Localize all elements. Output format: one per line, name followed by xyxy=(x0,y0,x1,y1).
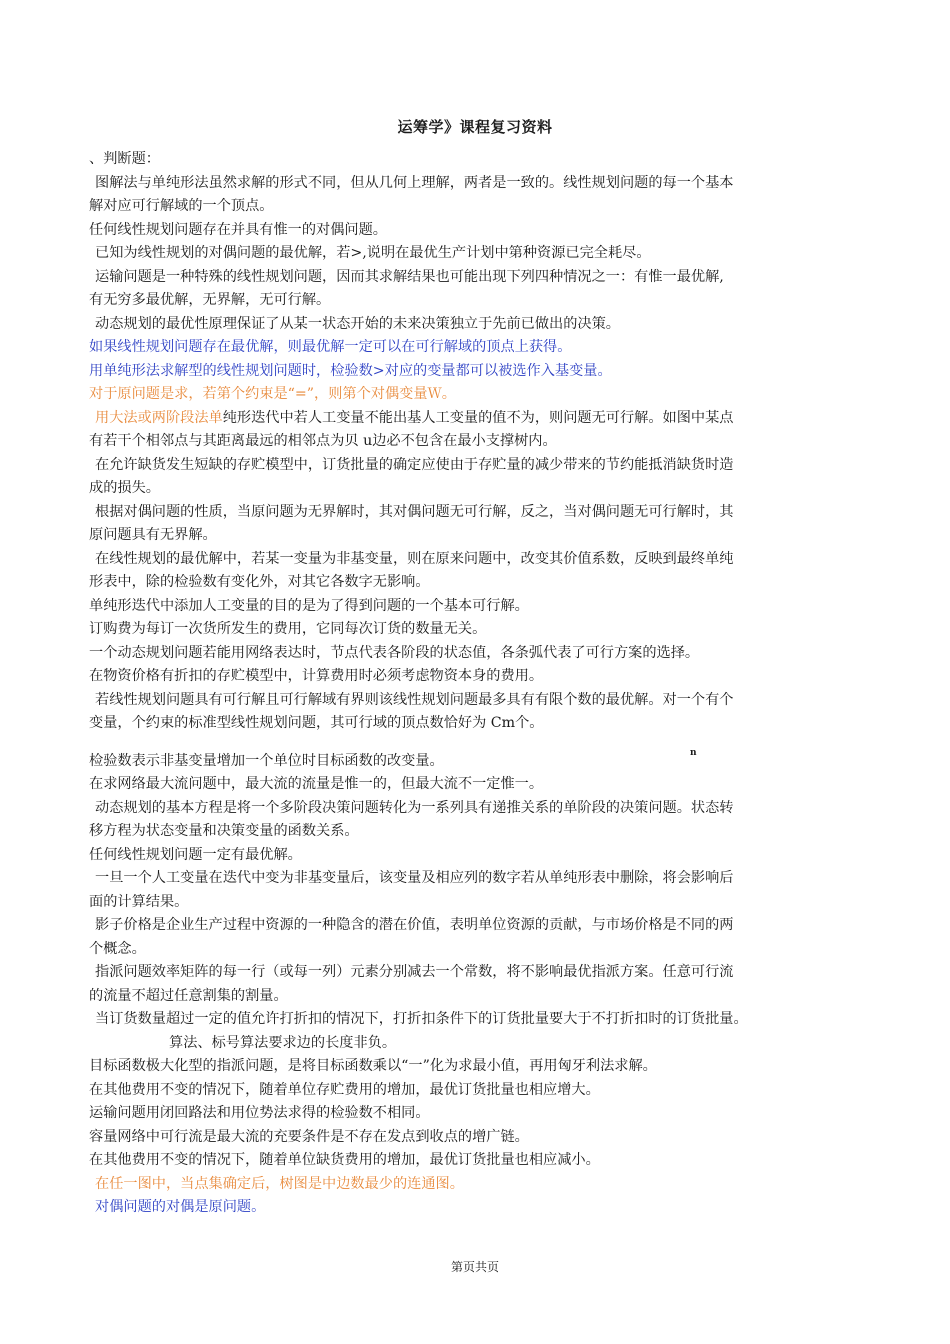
text-line: 订购费为每订一次货所发生的费用，它同每次订货的数量无关。 xyxy=(89,621,487,637)
document-body xyxy=(89,148,869,1220)
text-line: 目标函数极大化型的指派问题，是将目标函数乘以“一”化为求最小值，再用匈牙利法求解。 xyxy=(89,1058,657,1074)
text-line: 有若干个相邻点与其距离最远的相邻点为贝 u边必不包含在最小支撑树内。 xyxy=(89,433,557,449)
highlight-line-blue: 用单纯形法求解型的线性规划问题时，检验数>对应的变量都可以被选作入基变量。 xyxy=(89,362,612,379)
text-line: 单纯形迭代中添加人工变量的目的是为了得到问题的一个基本可行解。 xyxy=(89,597,529,614)
text-line: 若线性规划问题具有可行解且可行解域有界则该线性规划问题最多具有有限个数的最优解。对一个有个 xyxy=(95,691,734,708)
text-line: 当订货数量超过一定的值允许打折扣的情况下，打折扣条件下的订货批量要大于不打折扣时的订货批量。 xyxy=(95,1011,748,1027)
text-line: 检验数表示非基变量增加一个单位时目标函数的改变量。 xyxy=(89,752,444,769)
text-line: 在求网络最大流问题中，最大流的流量是惟一的，但最大流不一定惟一。 xyxy=(89,776,544,792)
page-title: 运筹学》课程复习资料 xyxy=(397,118,553,136)
orange-prefix: 用大法或两阶段法单 xyxy=(95,409,223,426)
spacer xyxy=(89,736,869,750)
text-line: 容量网络中可行流是最大流的充要条件是不存在发点到收点的增广链。 xyxy=(89,1128,529,1145)
text-line: 影子价格是企业生产过程中资源的一种隐含的潜在价值，表明单位资源的贡献，与市场价格是不同的两 xyxy=(95,917,734,933)
text-line: 动态规划的最优性原理保证了从某一状态开始的未来决策独立于先前已做出的决策。 xyxy=(95,315,620,332)
text-line: 任何线性规划问题存在并具有惟一的对偶问题。 xyxy=(89,221,387,238)
text-line: 在物资价格有折扣的存贮模型中，计算费用时必须考虑物资本身的费用。 xyxy=(89,668,544,684)
text-line: 面的计算结果。 xyxy=(89,893,189,910)
highlight-line-blue: 如果线性规划问题存在最优解，则最优解一定可以在可行解域的顶点上获得。 xyxy=(89,339,572,355)
line-rest: 纯形迭代中若人工变量不能出基人工变量的值不为，则问题无可行解。如图中某点 xyxy=(222,409,734,426)
text-line: 在线性规划的最优解中，若某一变量为非基变量，则在原来问题中，改变其价值系数，反映到最终单纯 xyxy=(95,550,734,567)
page-footer: 第页共页 xyxy=(450,1260,499,1274)
text-line: 解对应可行解域的一个顶点。 xyxy=(89,198,274,214)
highlight-line-orange: 对于原问题是求，若第个约束是“=”，则第个对偶变量Ｗ。 xyxy=(89,386,456,402)
text-line: 的流量不超过任意割集的割量。 xyxy=(89,987,288,1004)
text-line: 图解法与单纯形法虽然求解的形式不同，但从几何上理解，两者是一致的。线性规划问题的每一个基本 xyxy=(95,174,734,191)
section-heading: 、判断题： xyxy=(89,151,160,167)
text-line: 已知为线性规划的对偶问题的最优解，若>,说明在最优生产计划中第种资源已完全耗尽。 xyxy=(95,245,651,261)
text-line: 指派问题效率矩阵的每一行（或每一列）元素分别减去一个常数，将不影响最优指派方案。任意可行流 xyxy=(95,964,734,980)
text-line: 变量，个约束的标准型线性规划问题，其可行域的顶点数恰好为 Cm个。 xyxy=(89,715,544,731)
text-line: 在其他费用不变的情况下，随着单位存贮费用的增加，最优订货批量也相应增大。 xyxy=(89,1081,600,1098)
text-line: 个概念。 xyxy=(89,940,146,957)
text-line: 一个动态规划问题若能用网络表达时，节点代表各阶段的状态值，各条弧代表了可行方案的选择。 xyxy=(89,644,700,661)
text-line: 动态规划的基本方程是将一个多阶段决策问题转化为一系列具有递推关系的单阶段的决策问题。状态转 xyxy=(95,799,734,816)
text-line: 任何线性规划问题一定有最优解。 xyxy=(89,846,302,863)
text-line: 有无穷多最优解，无界解，无可行解。 xyxy=(89,292,331,308)
text-line: 运输问题是一种特殊的线性规划问题，因而其求解结果也可能出现下列四种情况之一：有惟一最优解, xyxy=(95,268,724,285)
text-line: 运输问题用闭回路法和用位势法求得的检验数不相同。 xyxy=(89,1105,430,1121)
highlight-line-blue: 对偶问题的对偶是原问题。 xyxy=(95,1199,266,1215)
text-line: 形表中，除的检验数有变化外，对其它各数字无影响。 xyxy=(89,574,430,590)
text-line: 算法、标号算法要求边的长度非负。 xyxy=(169,1034,397,1051)
text-line: 原问题具有无界解。 xyxy=(89,527,217,543)
text-line-mixed xyxy=(89,407,869,431)
text-line: 移方程为状态变量和决策变量的函数关系。 xyxy=(89,823,359,839)
text-line: 在允许缺货发生短缺的存贮模型中，订货批量的确定应使由于存贮量的减少带来的节约能抵消缺货时造 xyxy=(95,456,734,473)
text-line: 一旦一个人工变量在迭代中变为非基变量后，该变量及相应列的数字若从单纯形表中删除，将会影响后 xyxy=(95,870,734,886)
text-line: 根据对偶问题的性质，当原问题为无界解时，其对偶问题无可行解，反之，当对偶问题无可行解时，其 xyxy=(95,503,734,520)
text-line: 在其他费用不变的情况下，随着单位缺货费用的增加，最优订货批量也相应减小。 xyxy=(89,1152,600,1168)
highlight-line-orange: 在任一图中，当点集确定后，树图是中边数最少的连通图。 xyxy=(95,1175,464,1192)
subscript-n: n xyxy=(690,748,697,758)
text-line: 成的损失。 xyxy=(89,480,160,496)
